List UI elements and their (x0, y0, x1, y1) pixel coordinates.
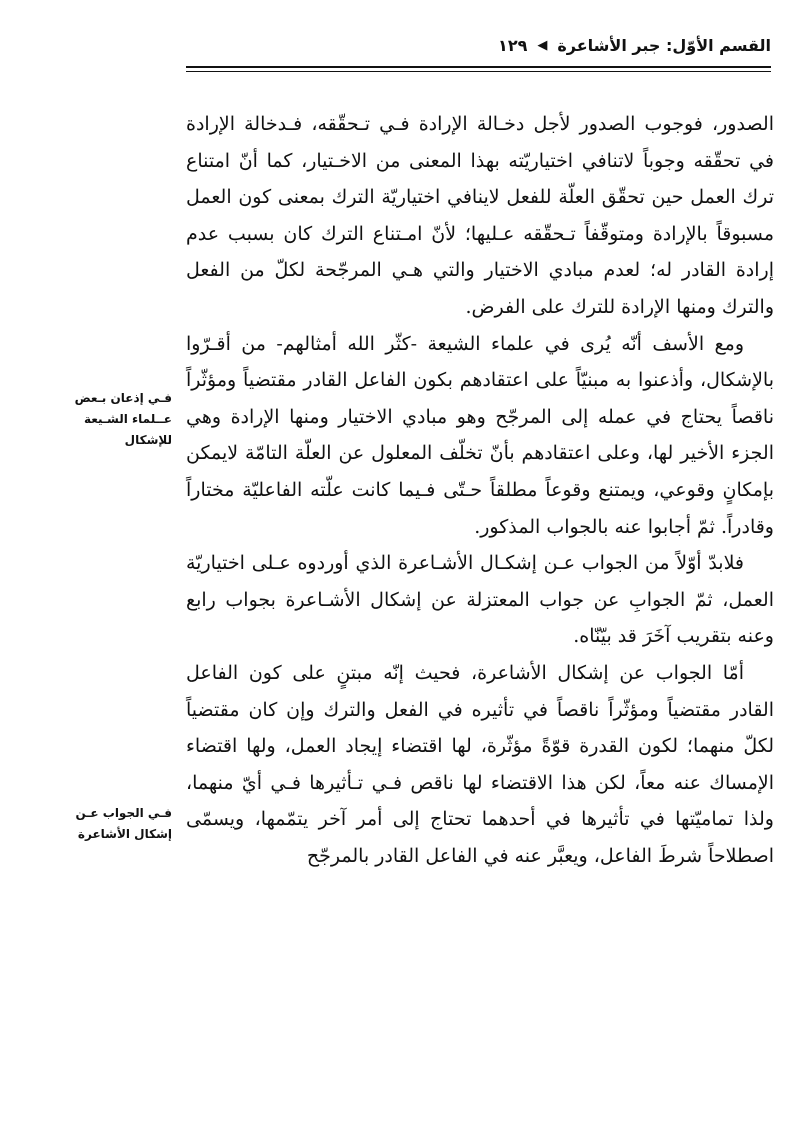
header-title: القسم الأوّل: جبر الأشاعرة (557, 35, 771, 55)
margin-note-answer-to-ashaira (32, 803, 172, 845)
running-header (186, 30, 771, 60)
paragraph: أمّا الجواب عن إشكال الأشاعرة، فحيث إنّه مبتنٍ على كون الفاعل القادر مقتضياً ومؤثّراً ناقصاً في تأثيره في الفعل والترك وإن كان مقتضياً لكلّ منهما؛ لكون القدرة قوّةً مؤثّرة، لها اقتضاء إيجاد العمل، ولها اقتضاء الإمساك عنه معاً، لكن هذا الاقتضاء لها ناقص فـي تـأثيرها فـي أيّ منهما، ولذا تماميّتها في تأثيرها في أحدهما تحتاج إلى أمر آخر يتمّمها، ويسمّى اصطلاحاً شرطَ الفاعل، ويعبَّر عنه في الفاعل القادر بالمرجّح (186, 661, 774, 867)
header-rule-thin (186, 71, 771, 72)
paragraph: فلابدّ أوّلاً من الجواب عـن إشكـال الأشـاعرة الذي أوردوه عـلى اختياريّة العمل، ثمّ الجوابِ عن جواب المعتزلة عن إشكال الأشـاعرة بجواب رابع وعنه بتقريب آخَرَ قد بيّنّاه. (186, 552, 774, 648)
paragraph: ومع الأسف أنّه يُرى في علماء الشيعة -كثّر الله أمثالهم- من أقـرّوا بالإشكال، وأذعنوا به مبنيّاً على اعتقادهم بكون الفاعل القادر مقتضياً ومؤثّراً ناقصاً يحتاج في عمله إلى المرجّح وهو مبادي الاختيار ومنها الإرادة وهي الجزء الأخير لها، وعلى اعتقادهم بأنّ تخلّف المعلول عن العلّة التامّة لايمكن بإمكانٍ وقوعي، ويمتنع وقوعاً مطلقاً حـتّى فـيما كانت علّته الفاعليّة مختاراً وقادراً. ثمّ أجابوا عنه بالجواب المذكور. (186, 332, 774, 538)
margin-note-line: عــلماء الشـيعة (83, 412, 172, 426)
margin-note-line: فـي إذعان بـعض (74, 391, 172, 405)
margin-note-line: إشكال الأشاعرة (77, 827, 172, 841)
margin-note-line: فـي الجواب عـن (75, 806, 172, 820)
paragraph: الصدور، فوجوب الصدور لأجل دخـالة الإرادة فـي تـحقّقه، فـدخالة الإرادة في تحقّقه وجوباً لاتنافي اختياريّته بهذا المعنى من الاخـتيار، كما أنّ امتناع ترك العمل حين تحقّق العلّة للفعل لاينافي اختياريّة الترك بمعنى كون العمل مسبوقاً بالإرادة ومتوقّفاً تـحقّقه عـليها؛ لأنّ امـتناع الترك كان بسبب عدم إرادة القادر له؛ لعدم مبادي الاختيار والتي هـي المرجّحة لكلّ من الفعل والترك ومنها الإرادة للترك على الفرض. (186, 113, 774, 318)
main-text (186, 106, 774, 874)
margin-note-scholars-acknowledgment (32, 388, 172, 451)
header-rule-thick (186, 66, 771, 68)
margin-note-line: للإشكال (124, 433, 172, 447)
page-number: ١٢٩ (498, 35, 528, 55)
header-arrow-icon: ◀ (537, 37, 548, 53)
